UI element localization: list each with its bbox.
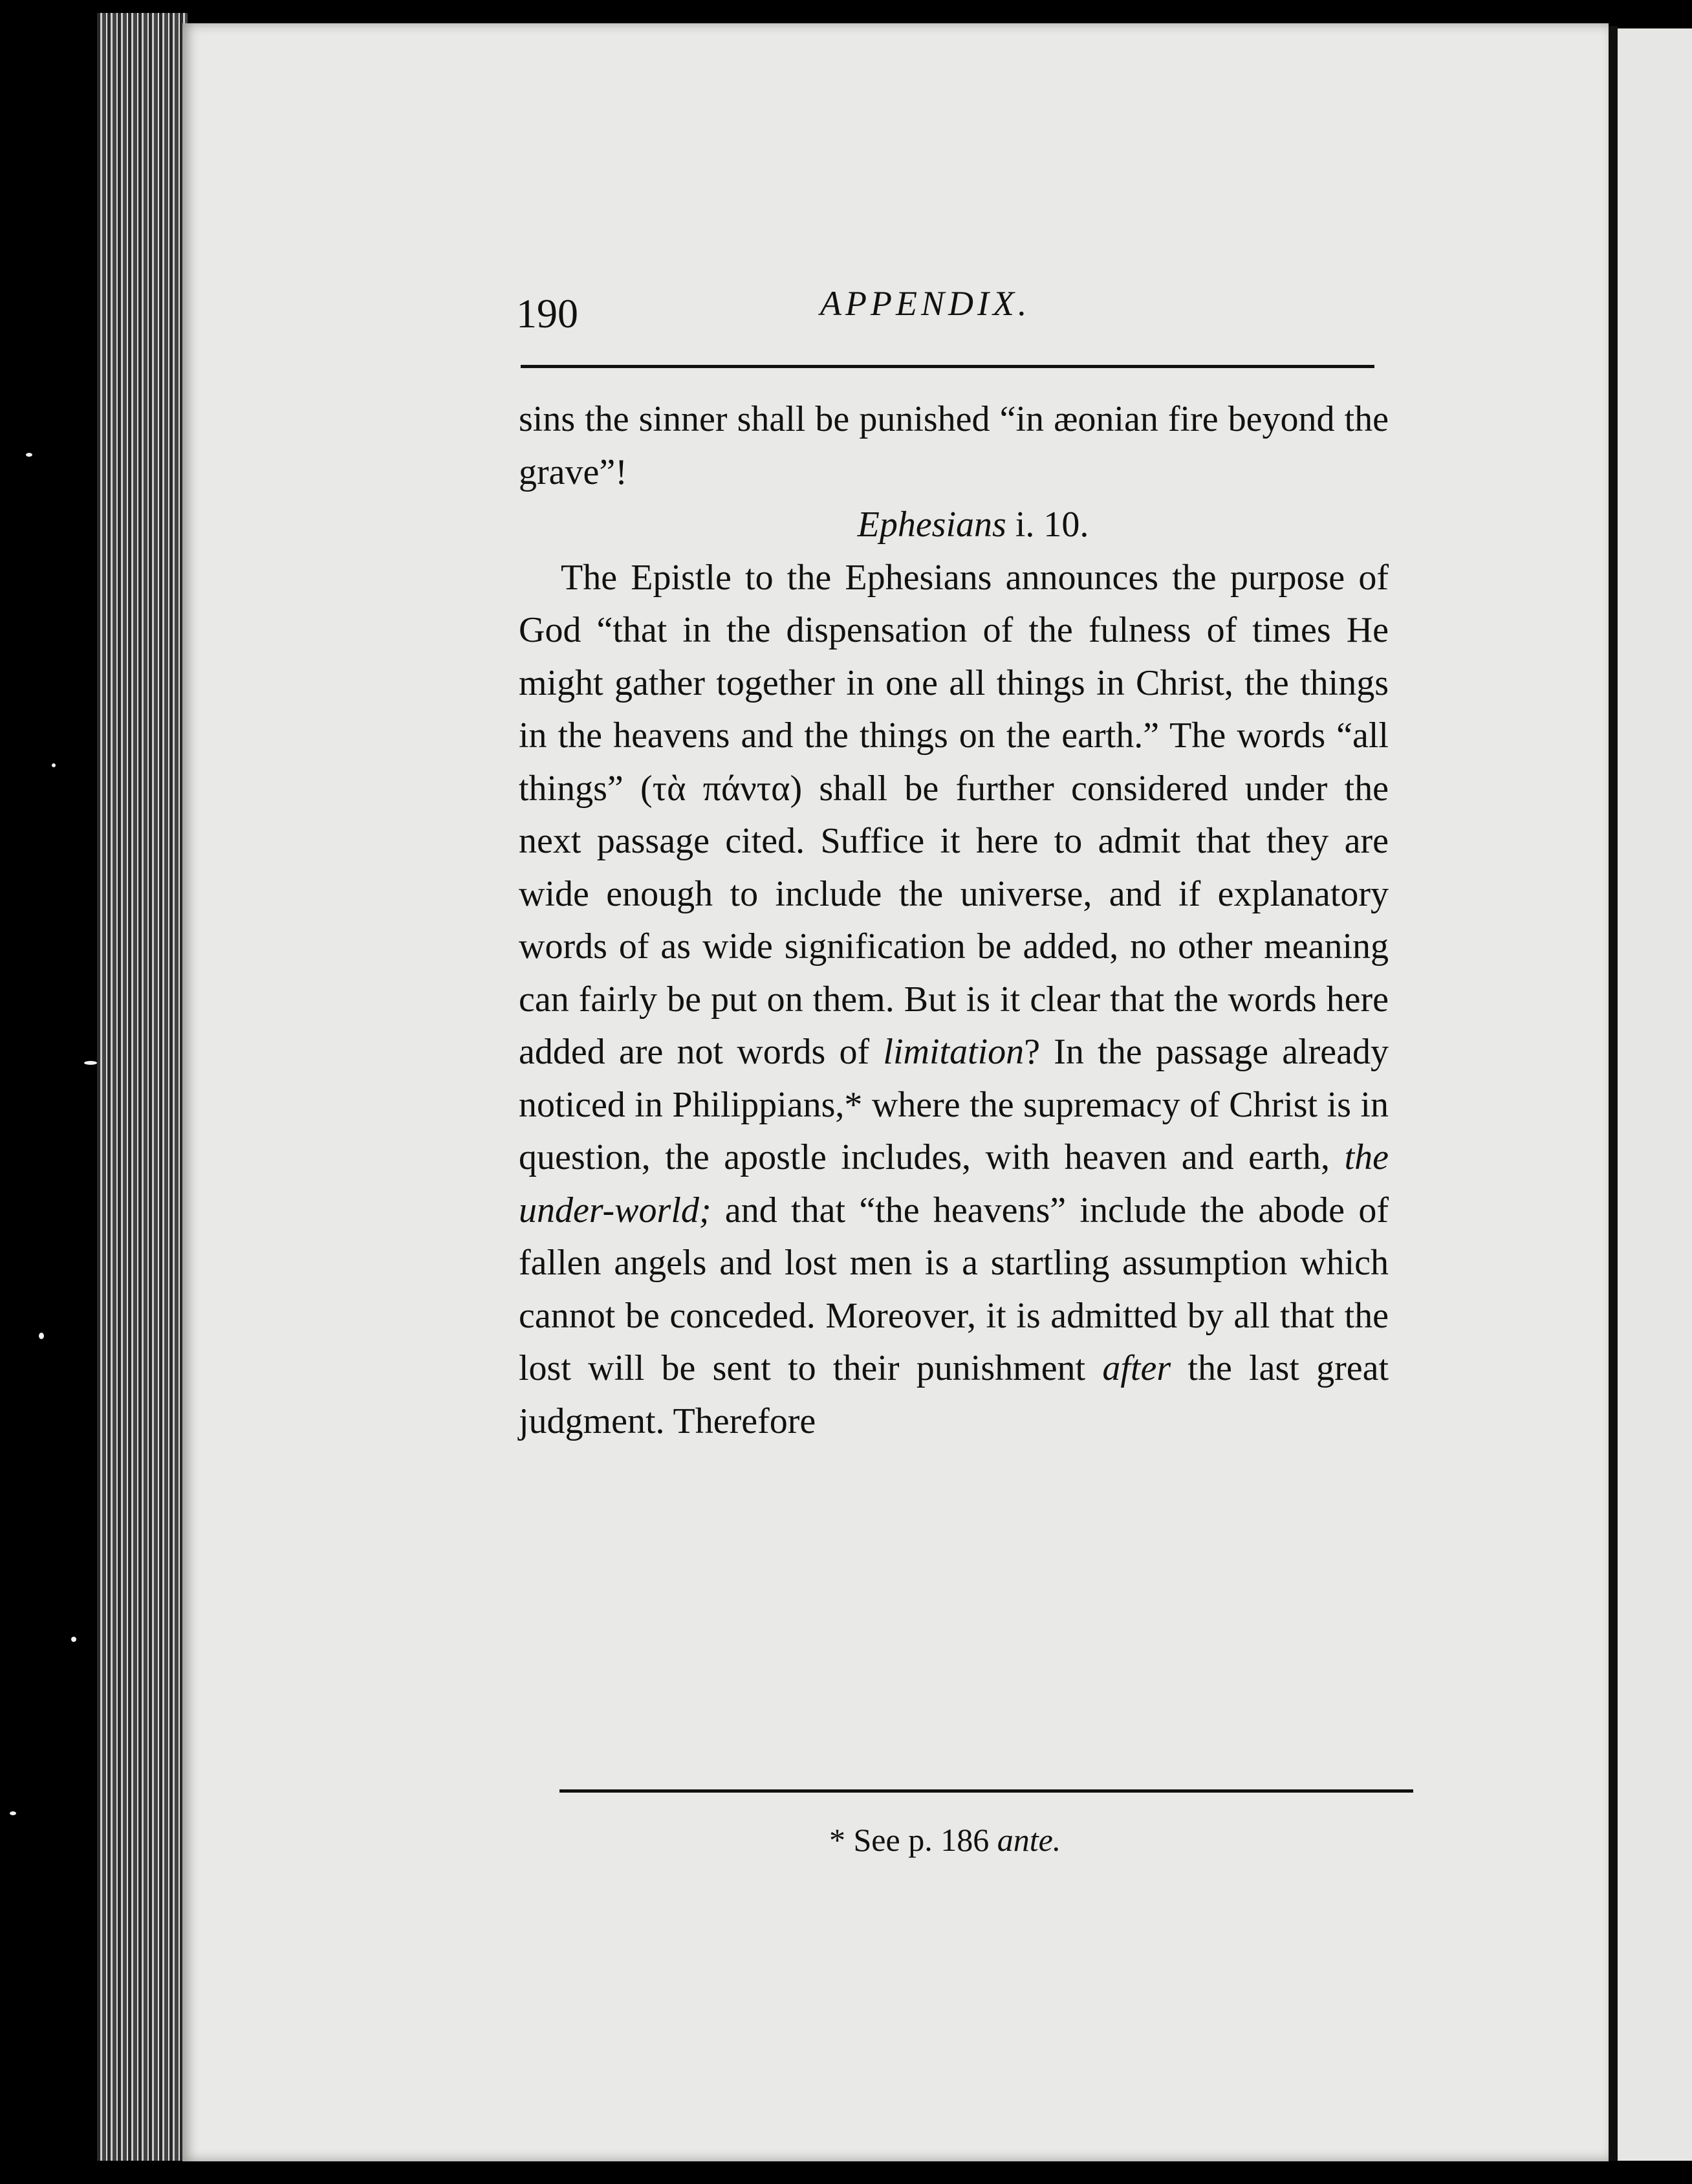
footnote-ante: ante. bbox=[997, 1822, 1061, 1858]
scan-speck bbox=[52, 763, 56, 767]
emphasis-under-world: the under-world; bbox=[519, 1137, 1389, 1230]
page-number: 190 bbox=[516, 290, 578, 336]
footnote-text: * See p. 186 bbox=[829, 1822, 997, 1858]
paragraph-part-1: The Epistle to the Ephesians announces the purpose of God “that in the dispensation of the fulness of times He might gather together in one all things in Christ, the things in the heavens and the things on the earth.” The words “all things” (τὰ πάντα) shall be further considered under the next passage cited. Suffice it here to admit that they are wide enough to include the universe, and if explanatory words of as wide signification be added, no other meaning can fairly be put on them. But is it clear that the words here added are not words of bbox=[519, 557, 1389, 1072]
scan-speck bbox=[39, 1333, 44, 1339]
section-heading-reference: i. 10. bbox=[1006, 505, 1089, 545]
footnote-rule bbox=[559, 1789, 1413, 1793]
header-rule bbox=[521, 365, 1374, 368]
scan-speck bbox=[84, 1061, 97, 1065]
paragraph-part-4: the last great judgment. Therefore bbox=[519, 1348, 1389, 1441]
footnote bbox=[829, 1821, 1061, 1859]
running-head: APPENDIX. bbox=[820, 284, 1031, 323]
emphasis-limitation: limitation bbox=[883, 1032, 1025, 1072]
facing-page-edge bbox=[1618, 28, 1692, 2161]
section-heading bbox=[519, 499, 1389, 552]
continuation-text: sins the sinner shall be punished “in æonian fire beyond the grave”! bbox=[519, 399, 1389, 492]
page-edges bbox=[97, 13, 188, 2161]
scan-speck bbox=[10, 1811, 16, 1815]
page-body bbox=[519, 393, 1389, 1448]
body-paragraph bbox=[519, 552, 1389, 1448]
scan-speck bbox=[71, 1637, 76, 1642]
paragraph-part-3: and that “the heavens” include the abode of fallen angels and lost men is a startling assumption which cannot be conceded. Moreover, it is admitted by all that the lost will be sent to their punishment bbox=[519, 1190, 1389, 1388]
section-heading-book: Ephesians bbox=[857, 505, 1006, 545]
scan-speck bbox=[26, 453, 32, 457]
gutter bbox=[1609, 26, 1618, 2161]
emphasis-after: after bbox=[1102, 1348, 1171, 1388]
paragraph-part-2: ? In the passage already noticed in Philippians,* where the supremacy of Christ is in question, the apostle includes, with heaven and earth, bbox=[519, 1032, 1389, 1177]
